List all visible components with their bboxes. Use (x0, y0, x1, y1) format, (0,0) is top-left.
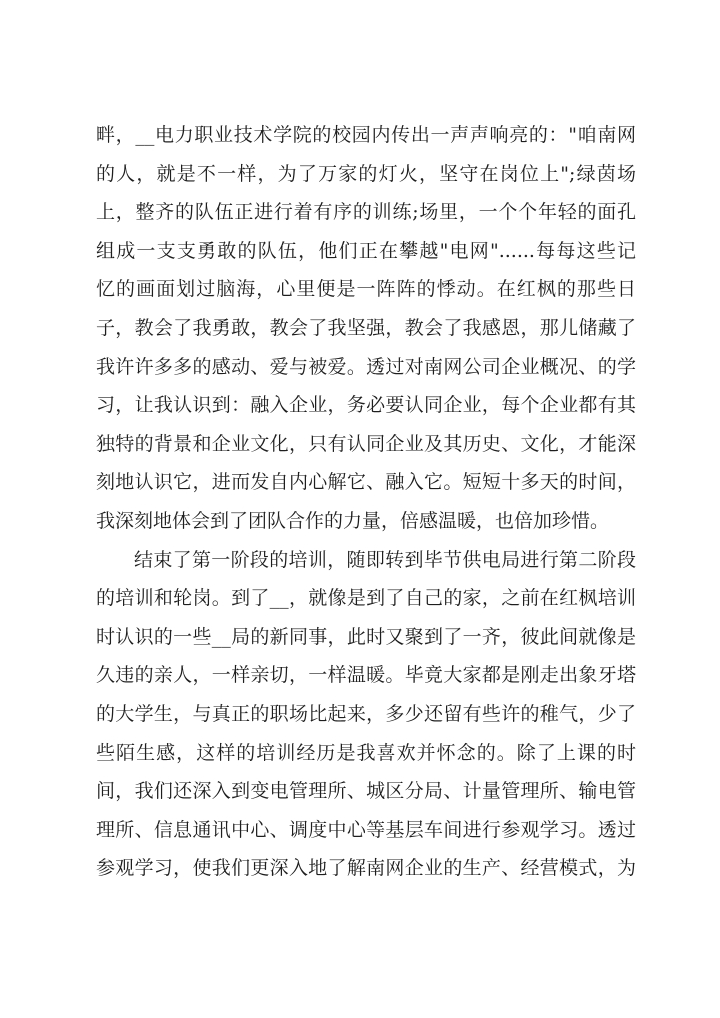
text-line: 时认识的一些__局的新同事，此时又聚到了一齐，彼此间就像是 (96, 625, 636, 648)
body-text (96, 116, 636, 888)
text-line: 间，我们还深入到变电管理所、城区分局、计量管理所、输电管 (96, 780, 636, 803)
text-line: 子，教会了我勇敢，教会了我坚强，教会了我感恩，那儿储藏了 (96, 316, 636, 339)
paragraph (96, 541, 636, 888)
text-line: 刻地认识它，进而发自内心解它、融入它。短短十多天的时间， (96, 471, 636, 494)
text-line: 畔，__电力职业技术学院的校园内传出一声声响亮的："咱南网 (96, 124, 636, 146)
text-line: 习，让我认识到：融入企业，务必要认同企业，每个企业都有其 (96, 394, 636, 417)
text-line: 我深刻地体会到了团队合作的力量，倍感温暖，也倍加珍惜。 (96, 509, 610, 532)
text-line: 的培训和轮岗。到了__，就像是到了自己的家，之前在红枫培训 (96, 587, 636, 610)
text-line: 组成一支支勇敢的队伍，他们正在攀越"电网"......每每这些记 (96, 239, 636, 262)
text-line: 上，整齐的队伍正进行着有序的训练;场里，一个个年轻的面孔 (96, 201, 636, 224)
text-line: 的人，就是不一样，为了万家的灯火，坚守在岗位上";绿茵场 (96, 162, 636, 185)
text-line: 结束了第一阶段的培训，随即转到毕节供电局进行第二阶段 (134, 548, 636, 571)
paragraph (96, 116, 636, 541)
text-line: 些陌生感，这样的培训经历是我喜欢并怀念的。除了上课的时 (96, 741, 636, 764)
text-line: 忆的画面划过脑海，心里便是一阵阵的悸动。在红枫的那些日 (96, 278, 636, 301)
text-line: 独特的背景和企业文化，只有认同企业及其历史、文化，才能深 (96, 432, 636, 455)
text-line: 我许许多多的感动、爱与被爱。透过对南网公司企业概况、的学 (96, 355, 636, 378)
text-line: 的大学生，与真正的职场比起来，多少还留有些许的稚气，少了 (96, 702, 636, 725)
text-line: 理所、信息通讯中心、调度中心等基层车间进行参观学习。透过 (96, 818, 636, 841)
text-line: 参观学习，使我们更深入地了解南网企业的生产、经营模式，为 (96, 857, 636, 880)
text-line: 久违的亲人，一样亲切，一样温暖。毕竟大家都是刚走出象牙塔 (96, 664, 636, 687)
